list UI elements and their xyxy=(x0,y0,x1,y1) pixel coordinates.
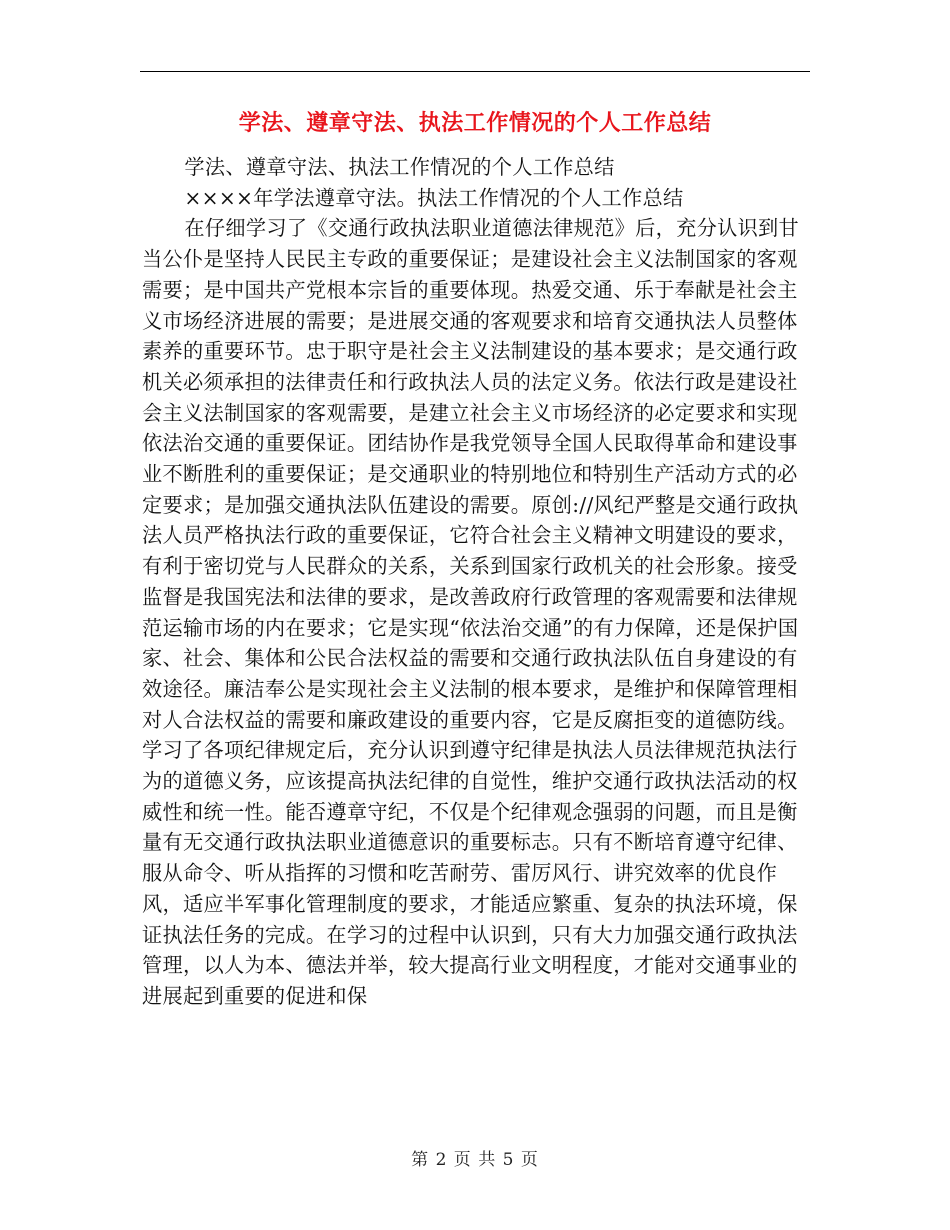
header-rule xyxy=(140,71,810,72)
body-paragraph: 在仔细学习了《交通行政执法职业道德法律规范》后，充分认识到甘当公仆是坚持人民民主专政的重要保证；是建设社会主义法制国家的客观需要；是中国共产党根本宗旨的重要体现。热爱交通、乐于奉献是社会主义市场经济进展的需要；是进展交通的客观要求和培育交通执法人员整体素养的重要环节。忠于职守是社会主义法制建设的基本要求；是交通行政机关必须承担的法律责任和行政执法人员的法定义务。依法行政是建设社会主义法制国家的客观需要，是建立社会主义市场经济的必定要求和实现依法治交通的重要保证。团结协作是我党领导全国人民取得革命和建设事业不断胜利的重要保证；是交通职业的特别地位和特别生产活动方式的必定要求；是加强交通执法队伍建设的需要。原创://风纪严整是交通行政执法人员严格执法行政的重要保证，它符合社会主义精神文明建设的要求，有利于密切党与人民群众的关系，关系到国家行政机关的社会形象。接受监督是我国宪法和法律的要求，是改善政府行政管理的客观需要和法律规范运输市场的内在要求；它是实现“依法治交通”的有力保障，还是保护国家、社会、集体和公民合法权益的需要和交通行政执法队伍自身建设的有效途径。廉洁奉公是实现社会主义法制的根本要求，是维护和保障管理相对人合法权益的需要和廉政建设的重要内容，它是反腐拒变的道德防线。 学习了各项纪律规定后，充分认识到遵守纪律是执法人员法律规范执法行为的道德义务，应该提高执法纪律的自觉性，维护交通行政执法活动的权威性和统一性。能否遵章守纪，不仅是个纪律观念强弱的问题，而且是衡量有无交通行政执法职业道德意识的重要标志。只有不断培育遵守纪律、服从命令、听从指挥的习惯和吃苦耐劳、雷厉风行、讲究效率的优良作风，适应半军事化管理制度的要求，才能适应繁重、复杂的执法环境，保证执法任务的完成。在学习的过程中认识到，只有大力加强交通行政执法管理，以人为本、德法并举，较大提高行业文明程度，才能对交通事业的进展起到重要的促进和保 xyxy=(142,216,829,1008)
document-body xyxy=(142,152,829,1012)
subtitle-paragraph: 学法、遵章守法、执法工作情况的个人工作总结 xyxy=(184,155,615,179)
document-title: 学法、遵章守法、执法工作情况的个人工作总结 xyxy=(238,111,712,136)
page-number: 第 2 页 共 5 页 xyxy=(411,1150,539,1170)
heading-paragraph: ××××年学法遵章守法。执法工作情况的个人工作总结 xyxy=(184,185,684,210)
